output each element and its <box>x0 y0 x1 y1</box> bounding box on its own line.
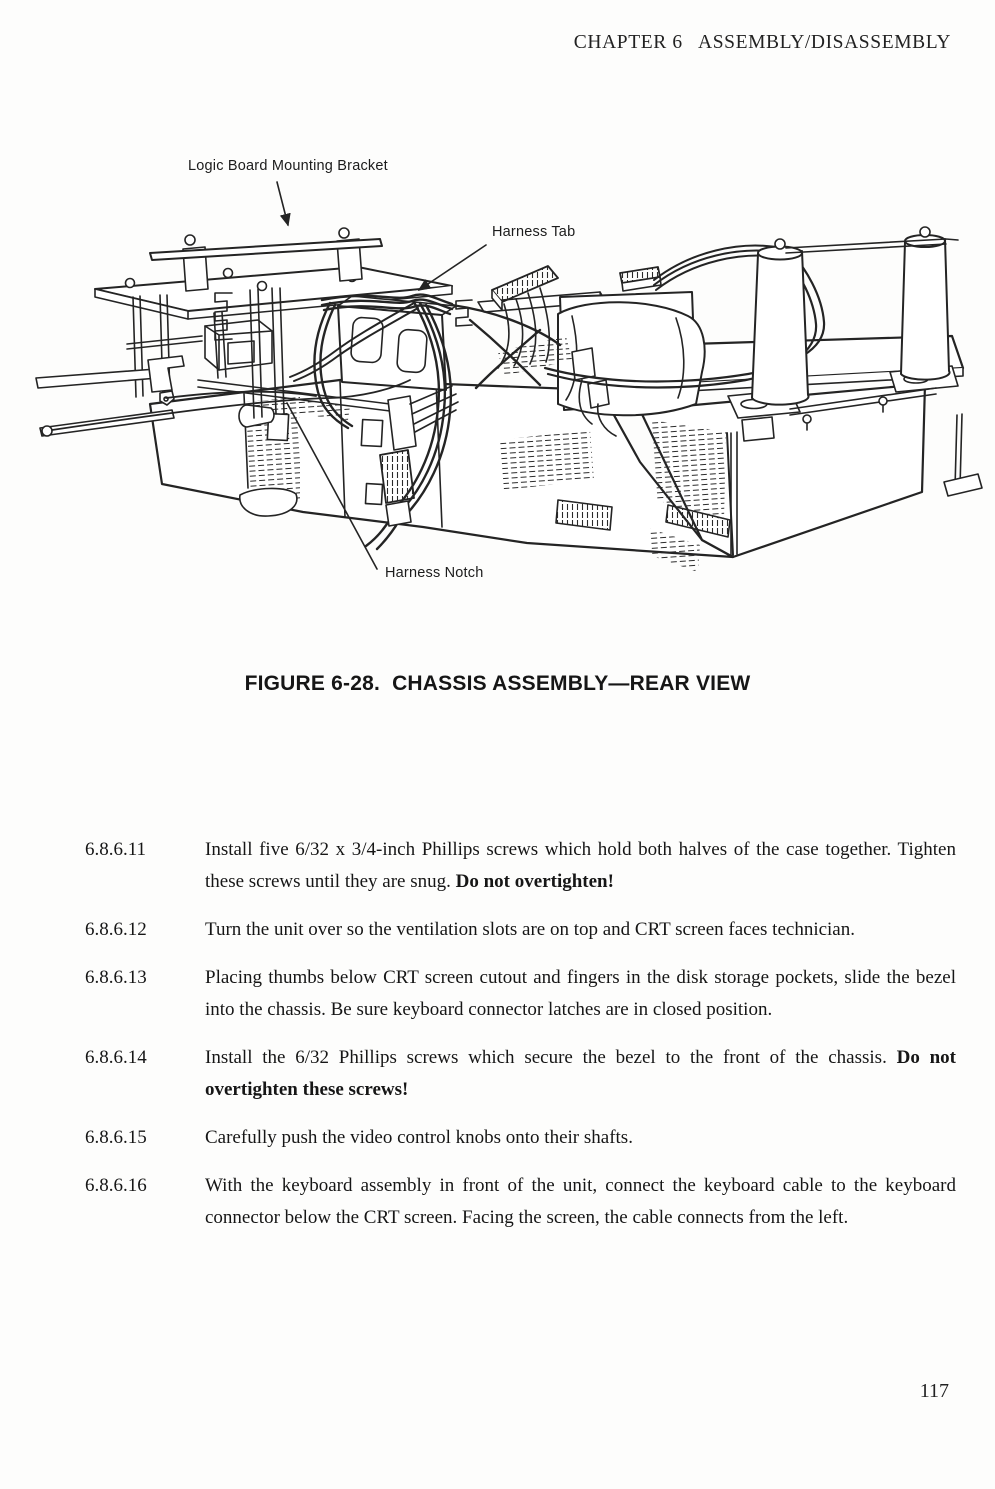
label-harness-notch: Harness Notch <box>385 565 484 581</box>
item-number: 6.8.6.16 <box>85 1175 147 1196</box>
item-text: Install the 6/32 Phillips screws which secure the bezel to the front of the chassis. Do not overtighten these screws! <box>205 1047 956 1100</box>
item-text: Carefully push the video control knobs onto their shafts. <box>205 1127 633 1148</box>
procedure-item <box>85 1042 957 1106</box>
page-number: 117 <box>919 1380 949 1402</box>
item-number: 6.8.6.14 <box>85 1047 147 1068</box>
item-text: Turn the unit over so the ventilation slots are on top and CRT screen faces technician. <box>205 919 855 940</box>
label-harness-tab: Harness Tab <box>492 224 576 240</box>
procedure-item <box>85 914 957 946</box>
chassis-base <box>150 380 925 572</box>
item-number: 6.8.6.12 <box>85 919 147 940</box>
logic-board-arrow <box>277 182 288 225</box>
item-number: 6.8.6.13 <box>85 967 147 988</box>
procedure-item <box>85 1122 957 1154</box>
harness-tab-arrow <box>419 245 486 290</box>
item-text: Install five 6/32 x 3/4-inch Phillips screws which hold both halves of the case together. Tighten these screws until they are snug. Do not overtighten! <box>205 839 956 892</box>
item-text: With the keyboard assembly in front of the unit, connect the keyboard cable to the keyboard connector below the CRT screen. Facing the screen, the cable connects from the left. <box>205 1175 956 1228</box>
procedure-item <box>85 962 957 1026</box>
procedure-item <box>85 1170 957 1234</box>
item-text: Placing thumbs below CRT screen cutout and fingers in the disk storage pockets, slide the bezel into the chassis. Be sure keyboard connector latches are in closed position. <box>205 967 956 1020</box>
figure-caption: FIGURE 6-28. CHASSIS ASSEMBLY—REAR VIEW <box>244 672 751 695</box>
chassis-drawing <box>0 0 995 660</box>
item-number: 6.8.6.11 <box>85 839 147 860</box>
procedure-item <box>85 834 957 898</box>
item-number: 6.8.6.15 <box>85 1127 147 1148</box>
page-header: CHAPTER 6 ASSEMBLY/DISASSEMBLY <box>573 32 951 53</box>
procedure-list <box>85 834 957 1250</box>
label-logic-board-mounting-bracket: Logic Board Mounting Bracket <box>188 158 388 174</box>
